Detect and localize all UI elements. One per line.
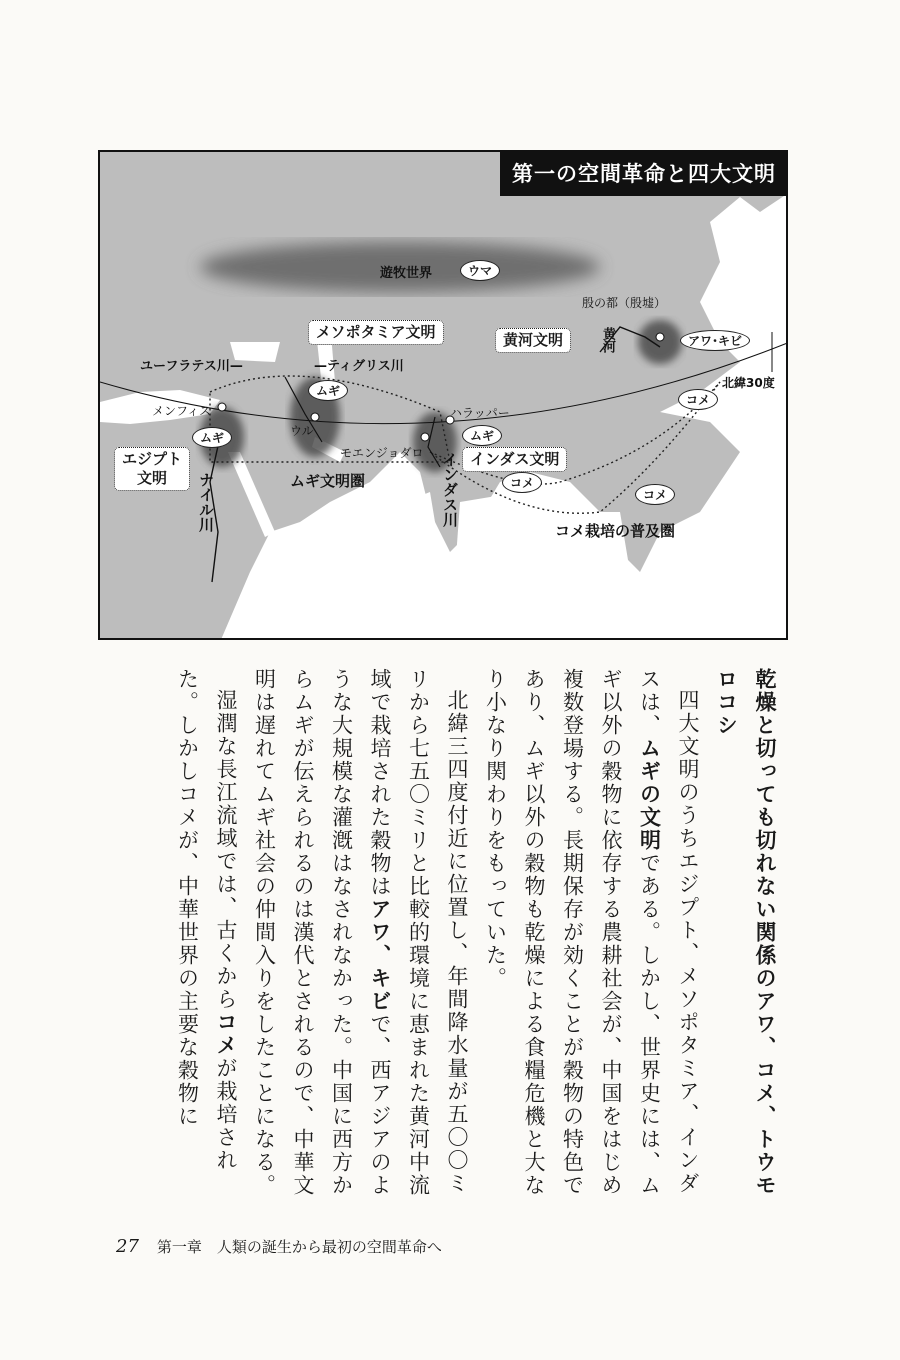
- label-indus-civ: インダス文明: [462, 447, 567, 472]
- label-tigris: —ティグリス川: [314, 359, 404, 374]
- label-ur: ウル: [290, 424, 314, 438]
- yin-dot: [656, 333, 664, 341]
- section-heading: 乾燥と切っても切れない関係のアワ、コメ、トウモロコシ: [714, 668, 777, 1197]
- label-indus-river: インダス川: [441, 452, 459, 527]
- label-wheat-sphere: ムギ文明圏: [290, 472, 366, 490]
- label-nile: ナイル川: [197, 472, 215, 532]
- p1-part-c: である。しかし、世界史には、ムギ以外の穀物に依存する農耕社会が、中国をはじめ複数登場する。長期保存が効くことが穀物の特色であり、ムギ以外の穀物も乾燥による食糧危機と大なり小なり関わりをもっていた。: [483, 668, 662, 1197]
- p3-part-a: 湿潤な長江流域では、古くから: [214, 689, 238, 1011]
- page-footer: [116, 1236, 442, 1257]
- p3-emphasis: コメ: [214, 1011, 238, 1057]
- label-yellow-river: 黄河: [600, 327, 615, 353]
- label-nomad-world: 遊牧世界: [380, 266, 433, 281]
- p2-emphasis: アワ、キビ: [368, 898, 392, 1013]
- bay-of-bengal: [450, 492, 530, 640]
- p2-part-a: 北緯三四度付近に位置し、年間降水量が五〇〇ミリから七五〇ミリと比較的環境に恵まれた黄河中流域で栽培された穀物は: [368, 668, 469, 1197]
- label-mugi-meso: ムギ: [308, 380, 348, 401]
- label-kome-china: コメ: [678, 389, 718, 410]
- label-mugi-indus: ムギ: [462, 425, 502, 446]
- p2-part-c: で、西アジアのような大規模な灌漑はなされなかった。中国に西方からムギが伝えられるのは漢代とされるので、中華文明は遅れてムギ社会の仲間入りをしたことになる。: [252, 668, 392, 1197]
- label-kome-sea: コメ: [635, 484, 675, 505]
- label-mesopotamia-civ: メソポタミア文明: [308, 320, 444, 345]
- chapter-title: 第一章 人類の誕生から最初の空間革命へ: [156, 1238, 442, 1256]
- label-yellow-river-civ: 黄河文明: [495, 328, 571, 353]
- map-figure: [98, 150, 788, 640]
- label-mugi-egypt: ムギ: [192, 427, 232, 448]
- paragraph-1: [476, 668, 707, 1208]
- body-text: [92, 668, 784, 1208]
- ur-dot: [311, 413, 319, 421]
- label-egypt-civ: エジプト 文明: [114, 447, 190, 491]
- page-number: 27: [116, 1236, 139, 1257]
- p1-emphasis: ムギの文明: [637, 737, 662, 852]
- label-yin-capital: 殷の都（殷墟）: [582, 296, 667, 310]
- label-memphis: メンフィス: [152, 404, 212, 418]
- label-awa-kibi: アワ･キビ: [680, 330, 750, 351]
- mohenjodaro-dot: [421, 433, 429, 441]
- paragraph-3: [168, 668, 245, 1208]
- label-uma: ウマ: [460, 260, 500, 281]
- label-lat30: 北緯30度: [722, 376, 775, 390]
- map-title: 第一の空間革命と四大文明: [500, 152, 786, 196]
- label-mohenjodaro: モエンジョダロ: [340, 446, 424, 460]
- label-rice-sphere: コメ栽培の普及圏: [555, 522, 676, 540]
- p3-part-c: が栽培された。しかしコメが、中華世界の主要な穀物に: [175, 668, 238, 1172]
- yellow-river-zone: [638, 320, 682, 364]
- label-harappa: ハラッパー: [450, 406, 510, 420]
- paragraph-2: [245, 668, 476, 1208]
- label-kome-india: コメ: [502, 472, 542, 493]
- p1-part-a: 四大文明のうちエジプト、メソポタミア、インダスは、: [637, 668, 700, 1195]
- label-euphrates: ユーフラテス川—: [140, 359, 243, 374]
- memphis-dot: [218, 403, 226, 411]
